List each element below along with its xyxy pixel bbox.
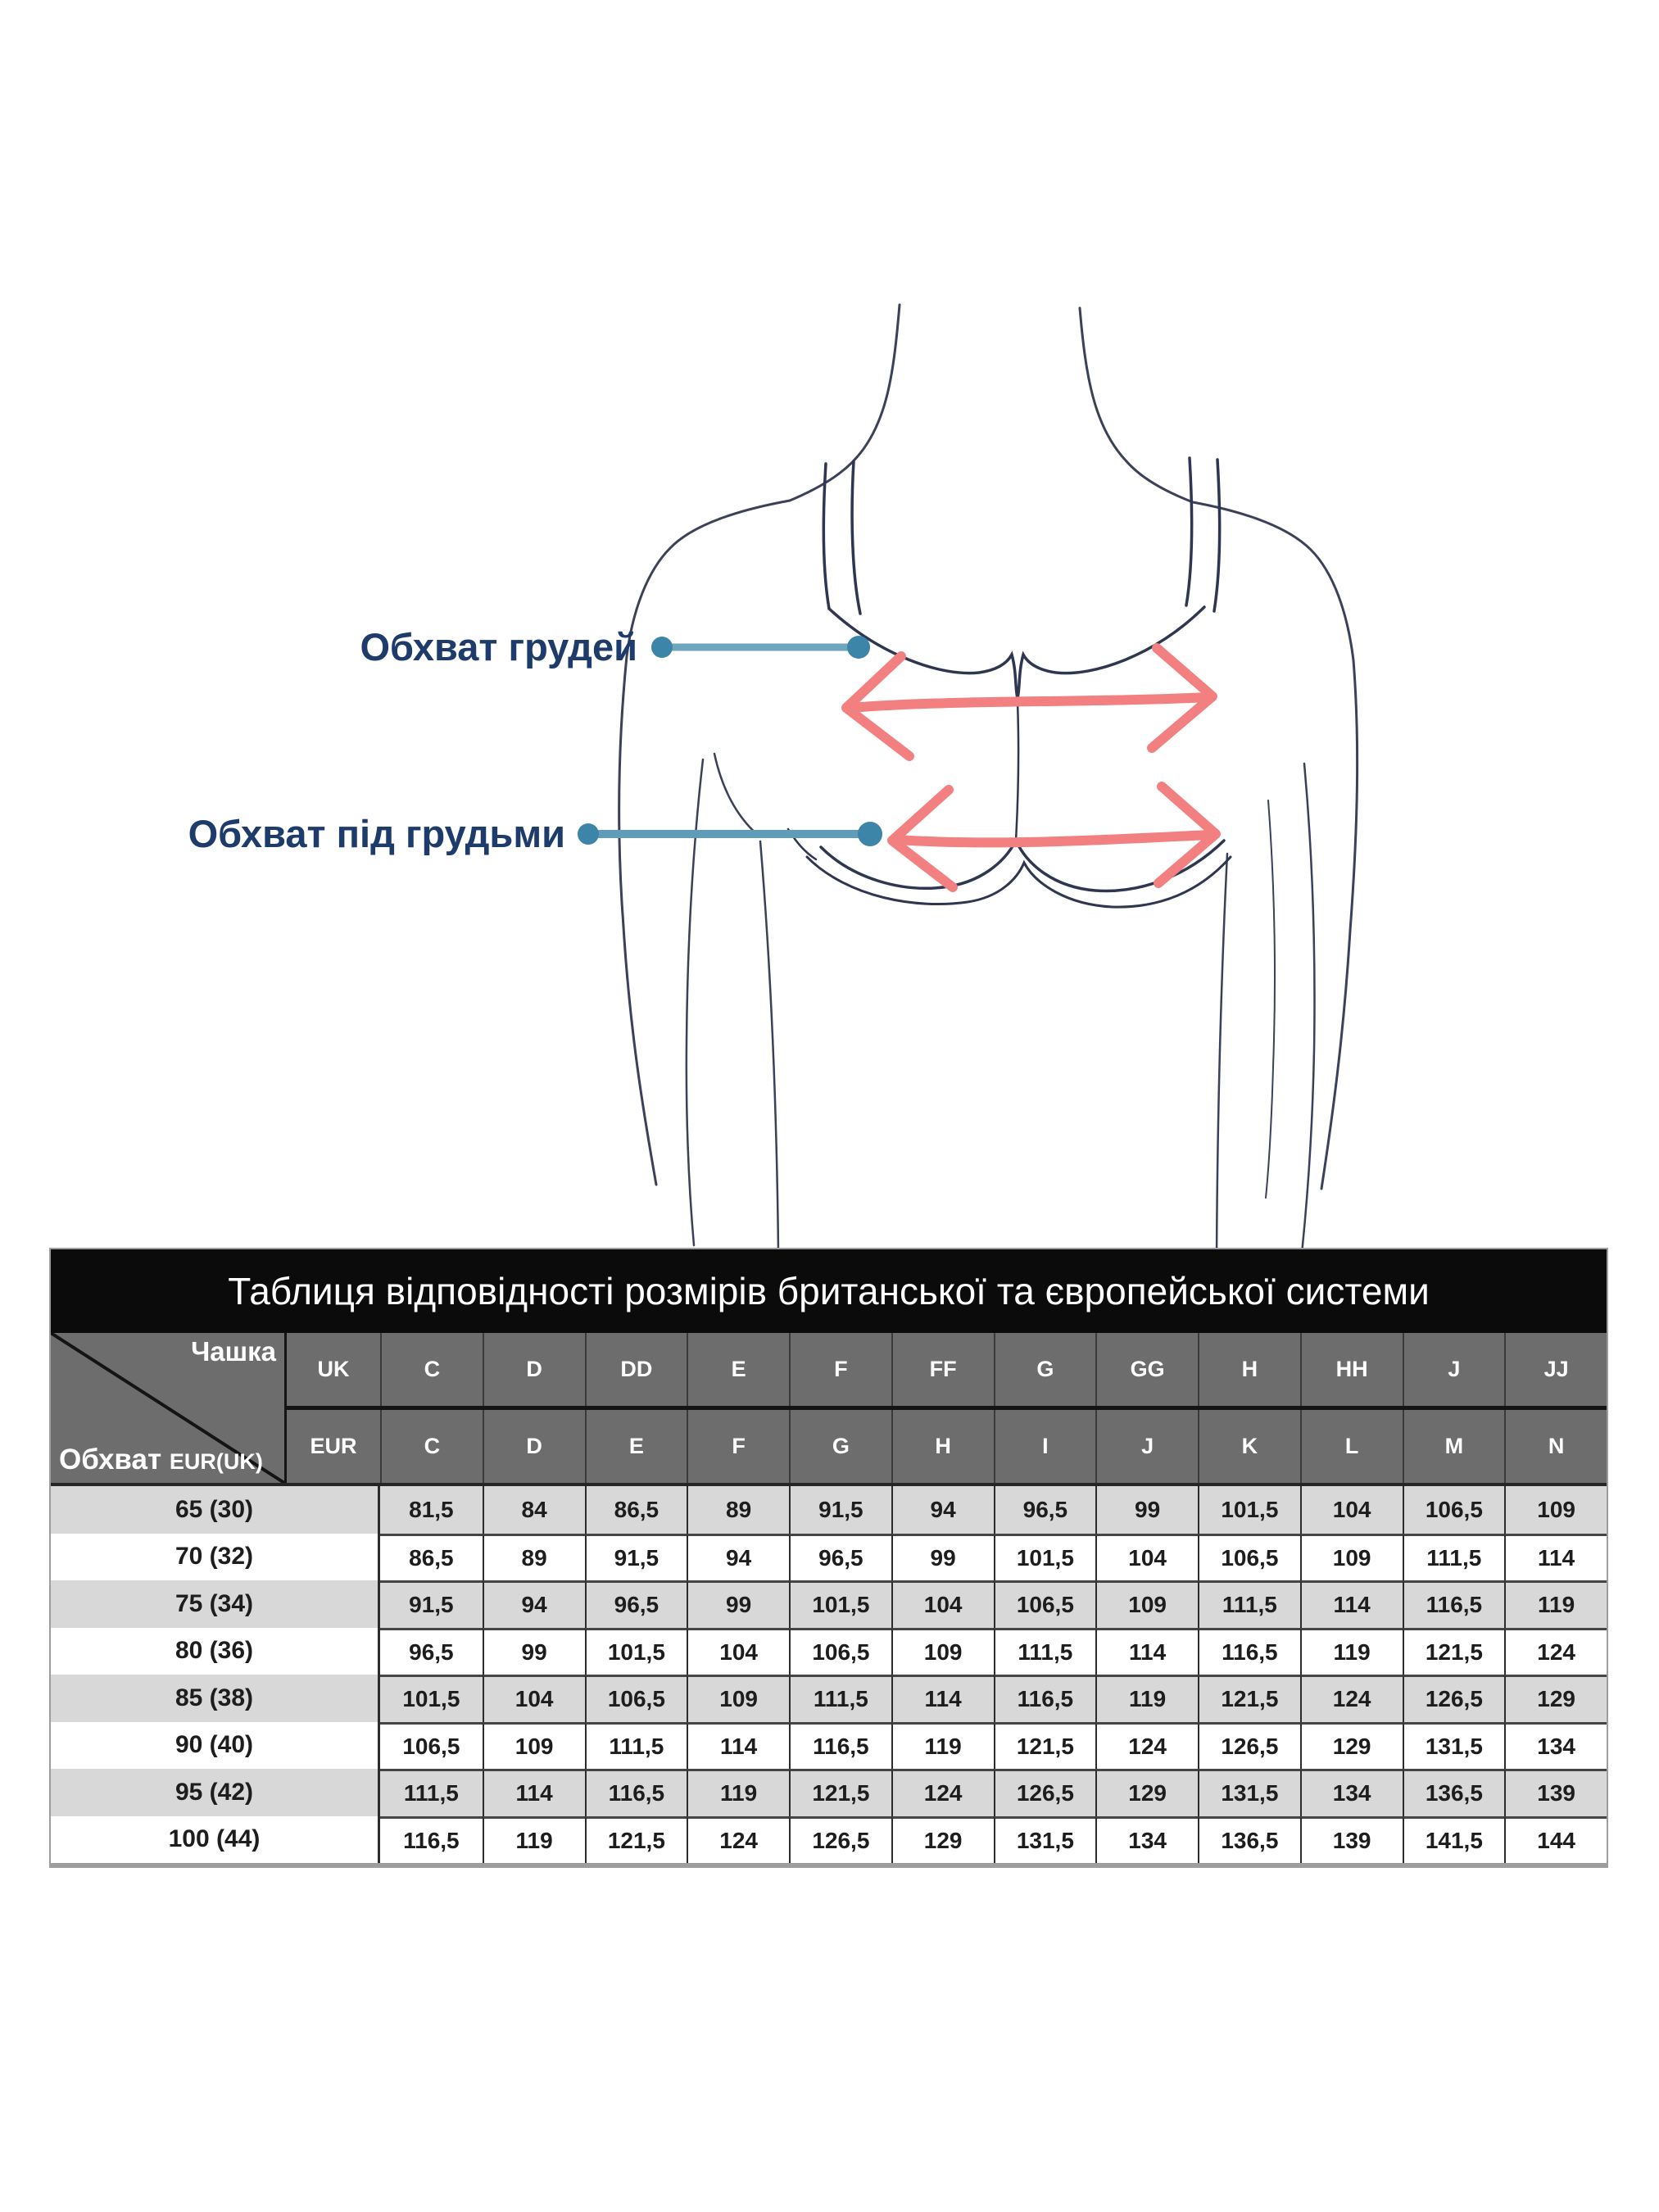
size-value-cell: 104	[687, 1628, 789, 1675]
size-value-cell: 131,5	[1198, 1769, 1300, 1816]
eur-cup-cell: D	[483, 1410, 585, 1483]
size-value-cell: 81,5	[409, 1496, 454, 1522]
table-row	[51, 1580, 1607, 1628]
size-value-cell: 86,5	[585, 1486, 687, 1534]
strap-right-b	[1214, 460, 1220, 611]
arm-outer-left	[619, 501, 790, 1185]
size-value-cell: 119	[891, 1722, 994, 1770]
band-size-cell: 85 (38)	[51, 1675, 380, 1722]
eur-cup-cell: K	[1198, 1410, 1300, 1483]
table-row	[51, 1722, 1607, 1770]
size-value-cell: 116,5	[1198, 1628, 1300, 1675]
size-value-cell: 89	[483, 1534, 585, 1581]
table-header	[51, 1333, 1607, 1486]
size-value-cell: 114	[1095, 1628, 1198, 1675]
size-value-cell: 124	[1504, 1628, 1607, 1675]
size-value-cell: 109	[483, 1722, 585, 1770]
size-value-cell: 121,5	[789, 1769, 891, 1816]
size-value-cell: 129	[1300, 1722, 1403, 1770]
uk-cup-cell: JJ	[1504, 1333, 1607, 1406]
eur-system-cell: EUR	[310, 1434, 357, 1458]
bust-label: Обхват грудей	[360, 625, 637, 669]
size-value-cell: 109	[891, 1628, 994, 1675]
size-value-cell: 109	[1095, 1580, 1198, 1628]
size-value-cell: 94	[891, 1486, 994, 1534]
size-value-cell: 101,5	[585, 1628, 687, 1675]
eur-cup-cell: F	[687, 1410, 789, 1483]
strap-left-b	[852, 461, 860, 614]
eur-cup-cell: G	[789, 1410, 891, 1483]
size-value-cell: 114	[483, 1769, 585, 1816]
eur-cup-cell: M	[1403, 1410, 1505, 1483]
size-value-cell: 121,5	[1403, 1628, 1505, 1675]
underbust-label: Обхват під грудьми	[188, 812, 565, 855]
bust-arrow-shaft	[850, 697, 1209, 708]
size-value-cell: 136,5	[1403, 1769, 1505, 1816]
size-value-cell: 114	[1300, 1580, 1403, 1628]
connector-dot	[578, 823, 599, 845]
size-value-cell: 86,5	[380, 1534, 483, 1581]
size-value-cell: 129	[1095, 1769, 1198, 1816]
size-value-cell: 129	[1504, 1675, 1607, 1722]
size-value-cell: 116,5	[1403, 1580, 1505, 1628]
size-value-cell: 101,5	[1198, 1486, 1300, 1534]
size-value-cell: 106,5	[789, 1628, 891, 1675]
corner-girth-units: EUR(UK)	[169, 1449, 263, 1474]
band-size-cell: 65 (30)	[51, 1486, 380, 1534]
eur-cup-cell: L	[1300, 1410, 1403, 1483]
torso-side-right	[1217, 854, 1227, 1248]
size-value-cell: 109	[687, 1675, 789, 1722]
size-value-cell: 91,5	[380, 1580, 483, 1628]
size-value-cell: 131,5	[994, 1816, 1096, 1864]
size-value-cell: 99	[687, 1580, 789, 1628]
size-value-cell: 106,5	[380, 1722, 483, 1770]
connector-dot	[858, 822, 882, 846]
connector-dot	[847, 636, 870, 659]
cup-center-seam	[1016, 701, 1018, 841]
size-value-cell: 126,5	[1198, 1722, 1300, 1770]
size-value-cell: 111,5	[1198, 1580, 1300, 1628]
size-value-cell: 114	[891, 1675, 994, 1722]
size-value-cell: 94	[483, 1580, 585, 1628]
corner-cell	[51, 1333, 287, 1483]
size-value-cell: 136,5	[1198, 1816, 1300, 1864]
size-value-cell: 96,5	[585, 1580, 687, 1628]
eur-cup-cell: J	[1095, 1410, 1198, 1483]
size-value-cell: 91,5	[789, 1486, 891, 1534]
size-value-cell: 111,5	[1403, 1534, 1505, 1581]
size-value-cell: 124	[1300, 1675, 1403, 1722]
size-value-cell: 119	[687, 1769, 789, 1816]
size-value-cell: 121,5	[1198, 1675, 1300, 1722]
table-row	[51, 1816, 1607, 1864]
size-value-cell: 119	[1300, 1628, 1403, 1675]
size-value-cell: 109	[1300, 1534, 1403, 1581]
eur-header-row	[287, 1410, 1607, 1483]
measure-arrows	[846, 648, 1216, 887]
eur-cup-cell: I	[994, 1410, 1096, 1483]
table-row	[51, 1628, 1607, 1675]
size-value-cell: 134	[1095, 1816, 1198, 1864]
size-value-cell: 99	[1095, 1486, 1198, 1534]
uk-cup-cell: D	[483, 1333, 585, 1406]
size-value-cell: 111,5	[994, 1628, 1096, 1675]
uk-cup-cell: HH	[1300, 1333, 1403, 1406]
size-value-cell: 139	[1300, 1816, 1403, 1864]
eur-cup-cell: N	[1504, 1410, 1607, 1483]
table-body	[51, 1486, 1607, 1863]
size-value-cell: 134	[1300, 1769, 1403, 1816]
size-value-cell: 104	[1300, 1486, 1403, 1534]
size-value-cell: 101,5	[380, 1675, 483, 1722]
armpit-right	[1266, 800, 1275, 1198]
bra-neckline	[829, 607, 1204, 698]
uk-cup-cell: DD	[585, 1333, 687, 1406]
band-size-cell: 90 (40)	[51, 1722, 380, 1770]
size-value-cell: 89	[687, 1486, 789, 1534]
size-value-cell: 116,5	[994, 1675, 1096, 1722]
neck-line-left	[790, 305, 900, 501]
corner-cup-label: Чашка	[191, 1336, 276, 1367]
band-size-cell: 100 (44)	[51, 1816, 380, 1864]
size-value-cell: 111,5	[789, 1675, 891, 1722]
size-value-cell: 126,5	[1403, 1675, 1505, 1722]
size-value-cell: 124	[1095, 1722, 1198, 1770]
size-value-cell: 139	[1504, 1769, 1607, 1816]
underbust-arrow-shaft	[896, 835, 1210, 842]
size-value-cell: 116,5	[585, 1769, 687, 1816]
size-value-cell: 84	[483, 1486, 585, 1534]
corner-girth-label	[59, 1444, 263, 1476]
neck-line-right	[1080, 308, 1193, 502]
band-size-cell: 70 (32)	[51, 1534, 380, 1581]
size-value-cell: 106,5	[1198, 1534, 1300, 1581]
connector-dot	[651, 637, 673, 658]
size-table	[49, 1248, 1608, 1868]
size-value-cell: 114	[1504, 1534, 1607, 1581]
size-value-cell: 94	[687, 1534, 789, 1581]
size-value-cell: 106,5	[994, 1580, 1096, 1628]
band-size-cell: 95 (42)	[51, 1769, 380, 1816]
strap-left-a	[823, 464, 829, 609]
size-value-cell: 96,5	[994, 1486, 1096, 1534]
size-value-cell: 99	[891, 1534, 994, 1581]
size-value-cell: 111,5	[585, 1722, 687, 1770]
uk-cup-cell: F	[789, 1333, 891, 1406]
size-value-cell: 114	[687, 1722, 789, 1770]
table-title: Таблиця відповідності розмірів британської та європейської системи	[51, 1249, 1607, 1333]
uk-cup-cell: H	[1198, 1333, 1300, 1406]
size-value-cell: 144	[1504, 1816, 1607, 1864]
size-value-cell: 91,5	[585, 1534, 687, 1581]
size-value-cell: 104	[483, 1675, 585, 1722]
corner-girth-text: Обхват	[59, 1444, 162, 1475]
uk-cup-cell: G	[994, 1333, 1096, 1406]
armpit-left	[714, 754, 759, 836]
size-value-cell: 119	[1095, 1675, 1198, 1722]
size-value-cell: 111,5	[380, 1769, 483, 1816]
size-value-cell: 121,5	[994, 1722, 1096, 1770]
underbust-arrow	[892, 786, 1216, 887]
size-value-cell: 134	[1504, 1722, 1607, 1770]
eur-cup-cell: E	[585, 1410, 687, 1483]
size-value-cell: 129	[891, 1816, 994, 1864]
size-value-cell: 101,5	[994, 1534, 1096, 1581]
size-value-cell: 119	[483, 1816, 585, 1864]
strap-right-a	[1186, 458, 1192, 605]
bust-arrow	[846, 648, 1213, 756]
eur-cup-cell: H	[891, 1410, 994, 1483]
size-value-cell: 126,5	[789, 1816, 891, 1864]
uk-cup-cell: E	[687, 1333, 789, 1406]
size-value-cell: 106,5	[585, 1675, 687, 1722]
torso-side-left	[760, 841, 778, 1248]
size-value-cell: 101,5	[789, 1580, 891, 1628]
size-value-cell: 116,5	[789, 1722, 891, 1770]
uk-cup-cell: GG	[1095, 1333, 1198, 1406]
band-size-cell: 75 (34)	[51, 1580, 380, 1628]
bust-connector	[651, 636, 870, 659]
size-value-cell: 124	[891, 1769, 994, 1816]
table-row	[51, 1534, 1607, 1581]
body-outline	[619, 305, 1358, 1248]
size-value-cell: 131,5	[1403, 1722, 1505, 1770]
uk-system-cell: UK	[317, 1357, 350, 1381]
size-value-cell: 119	[1504, 1580, 1607, 1628]
table-row	[51, 1769, 1607, 1816]
size-value-cell: 124	[687, 1816, 789, 1864]
size-value-cell: 104	[1095, 1534, 1198, 1581]
uk-cup-cell: J	[1403, 1333, 1505, 1406]
band-size-cell: 80 (36)	[51, 1628, 380, 1675]
uk-header-row	[287, 1333, 1607, 1406]
size-value-cell: 121,5	[585, 1816, 687, 1864]
table-row	[51, 1486, 1607, 1534]
size-value-cell: 126,5	[994, 1769, 1096, 1816]
size-value-cell: 141,5	[1403, 1816, 1505, 1864]
header-columns	[287, 1333, 1607, 1483]
table-row	[51, 1675, 1607, 1722]
underbust-connector	[578, 822, 882, 846]
size-value-cell: 106,5	[1403, 1486, 1505, 1534]
size-value-cell: 116,5	[380, 1816, 483, 1864]
uk-cup-cell: FF	[891, 1333, 994, 1406]
arm-inner-right	[1302, 764, 1315, 1248]
size-value-cell: 96,5	[789, 1534, 891, 1581]
uk-cup-cell: C	[380, 1333, 483, 1406]
size-value-cell: 99	[483, 1628, 585, 1675]
eur-cup-cell: C	[380, 1410, 483, 1483]
size-value-cell: 109	[1504, 1486, 1607, 1534]
size-value-cell: 104	[891, 1580, 994, 1628]
size-value-cell: 96,5	[380, 1628, 483, 1675]
